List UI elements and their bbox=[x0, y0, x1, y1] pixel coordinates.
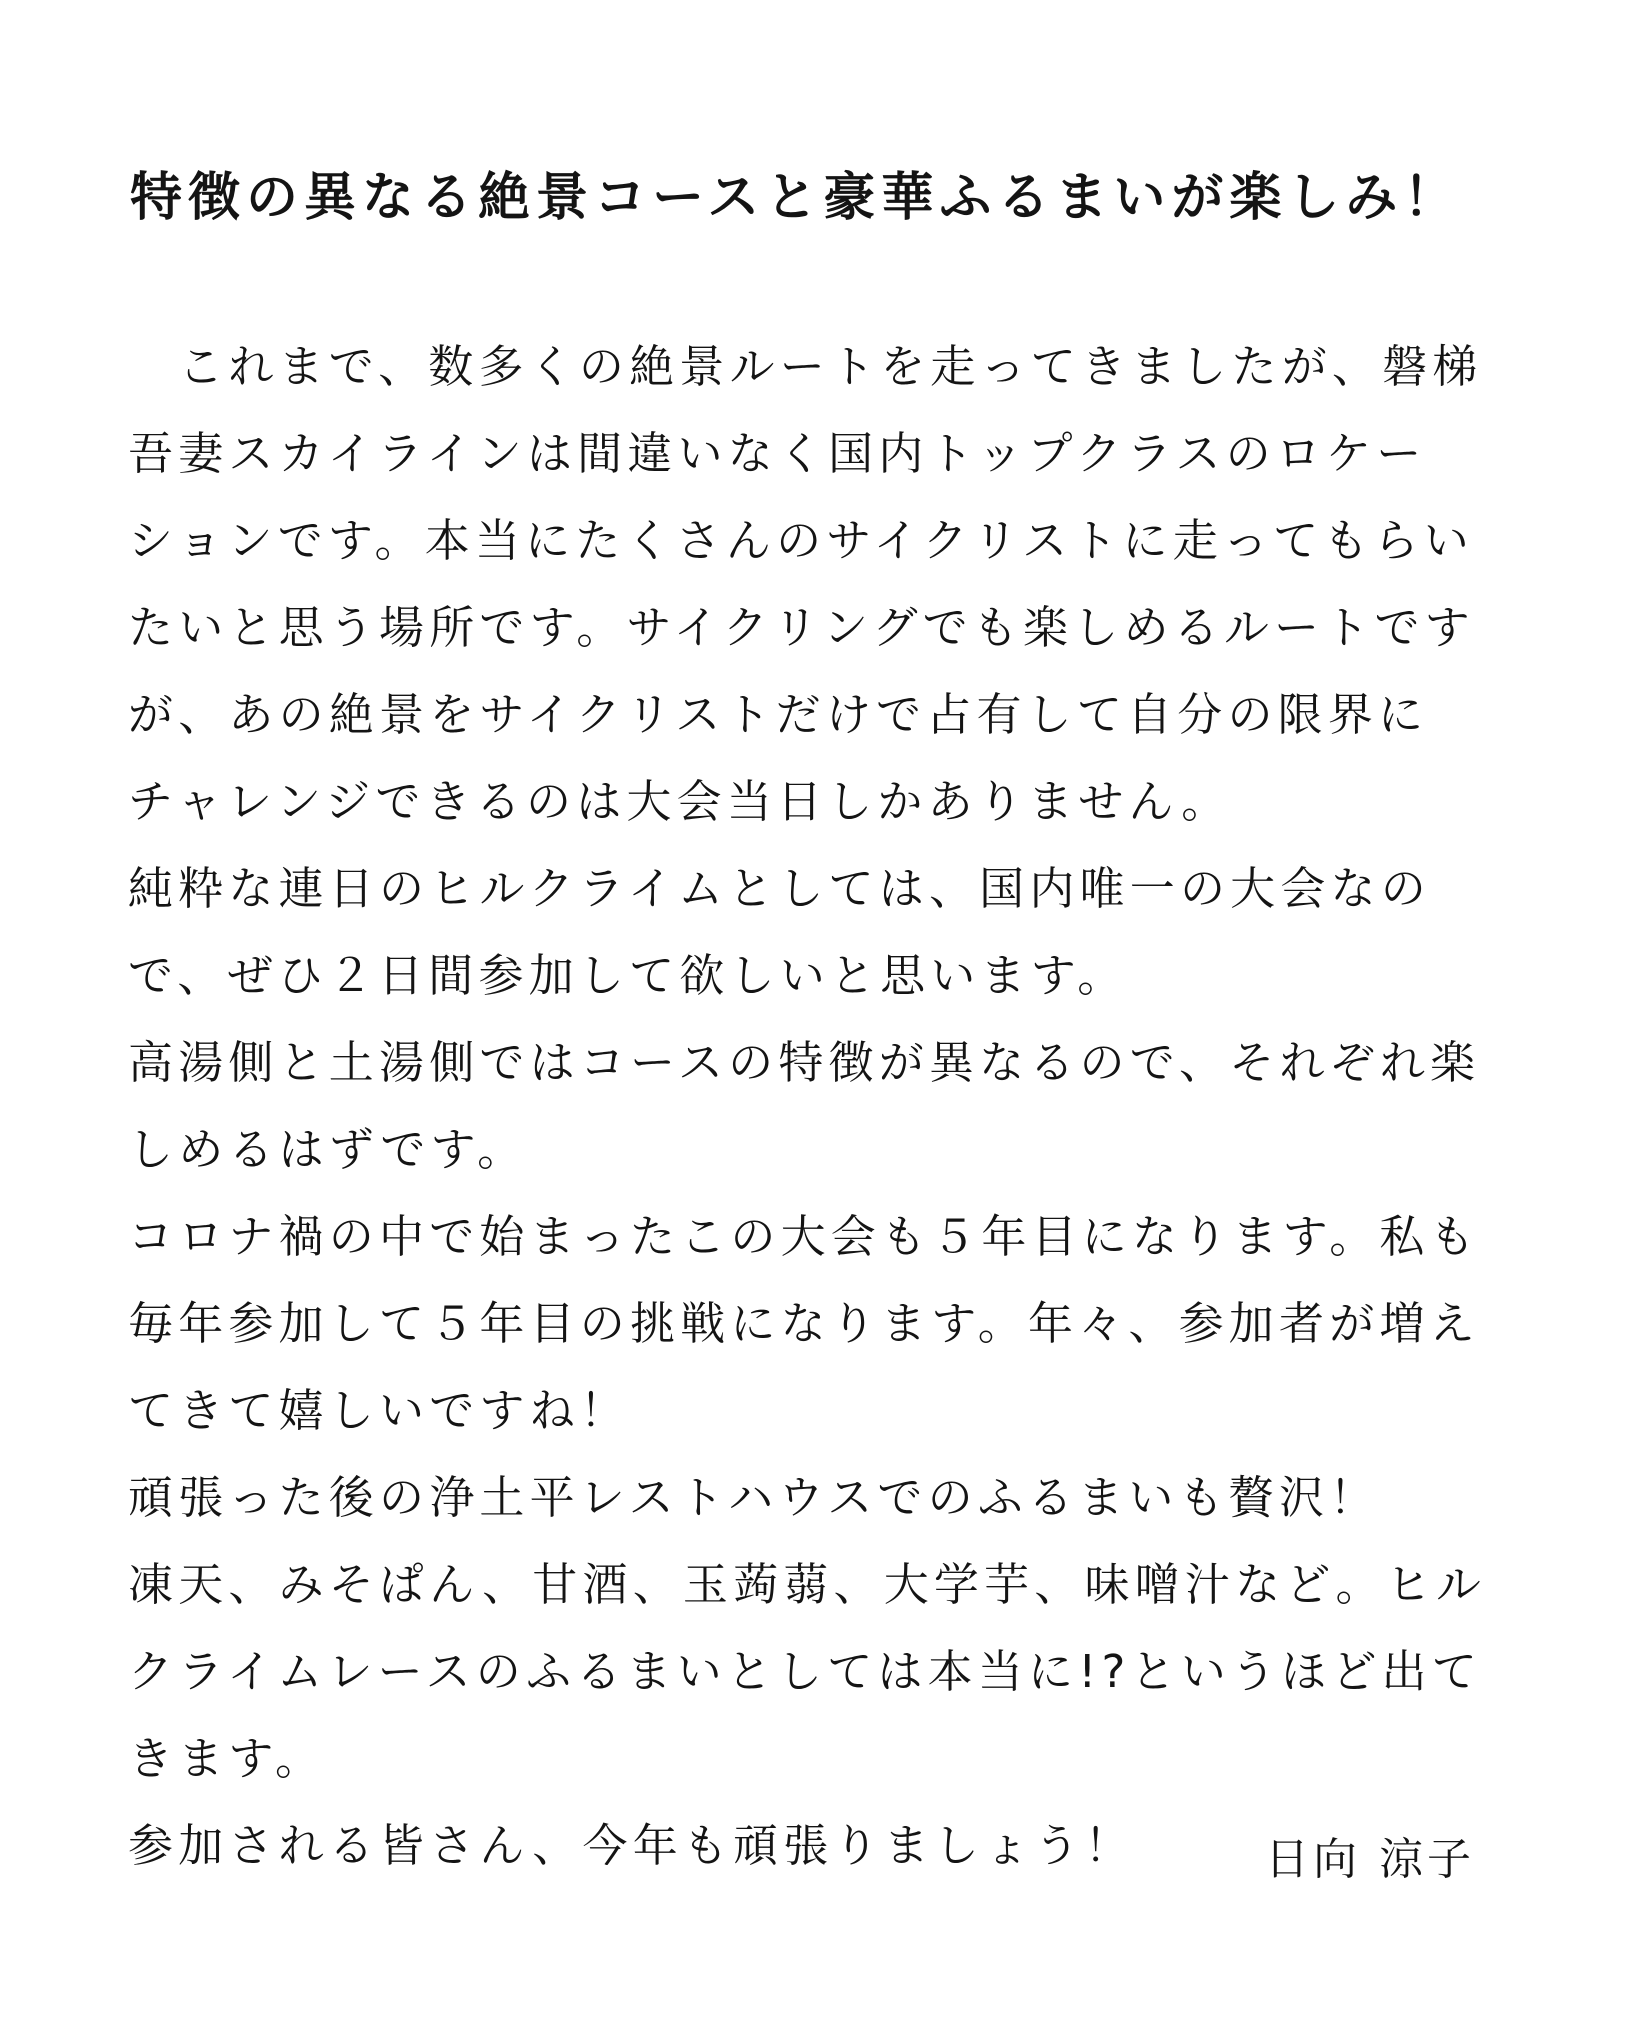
body-line: で、ぜひ２日間参加して欲しいと思います。 bbox=[128, 949, 1128, 1002]
body-line: チャレンジできるのは大会当日しかありません。 bbox=[128, 775, 1232, 828]
body-line: 吾妻スカイラインは間違いなく国内トップクラスのロケー bbox=[128, 427, 1427, 480]
body-line: 毎年参加して５年目の挑戦になります。年々、参加者が増え bbox=[128, 1297, 1480, 1350]
body-line: 高湯側と土湯側ではコースの特徴が異なるので、それぞれ楽 bbox=[128, 1036, 1481, 1089]
letter-body bbox=[128, 323, 1548, 1889]
body-line: 純粋な連日のヒルクライムとしては、国内唯一の大会なの bbox=[128, 862, 1431, 915]
body-line: 凍天、みそぱん、甘酒、玉蒟蒻、大学芋、味噌汁など。ヒル bbox=[128, 1558, 1487, 1611]
body-line: 参加される皆さん、今年も頑張りましょう！ bbox=[128, 1819, 1135, 1872]
letter-title: 特徴の異なる絶景コースと豪華ふるまいが楽しみ！ bbox=[130, 168, 1462, 228]
body-line: 頑張った後の浄土平レストハウスでのふるまいも贅沢！ bbox=[128, 1471, 1380, 1524]
body-line: クライムレースのふるまいとしては本当に!?というほど出て bbox=[128, 1645, 1482, 1698]
body-line: コロナ禍の中で始まったこの大会も５年目になります。私も bbox=[128, 1210, 1480, 1263]
body-line: てきて嬉しいですね！ bbox=[128, 1384, 631, 1437]
author-signature: 日向 涼子 bbox=[1265, 1834, 1475, 1885]
body-line: たいと思う場所です。サイクリングでも楽しめるルートです bbox=[128, 601, 1475, 654]
body-line: が、あの絶景をサイクリストだけで占有して自分の限界に bbox=[128, 688, 1429, 741]
body-line: しめるはずです。 bbox=[128, 1123, 528, 1176]
body-line: ションです。本当にたくさんのサイクリストに走ってもらい bbox=[128, 514, 1474, 567]
body-line: きます。 bbox=[128, 1732, 326, 1785]
body-line: これまで、数多くの絶景ルートを走ってきましたが、磐梯 bbox=[128, 340, 1483, 393]
